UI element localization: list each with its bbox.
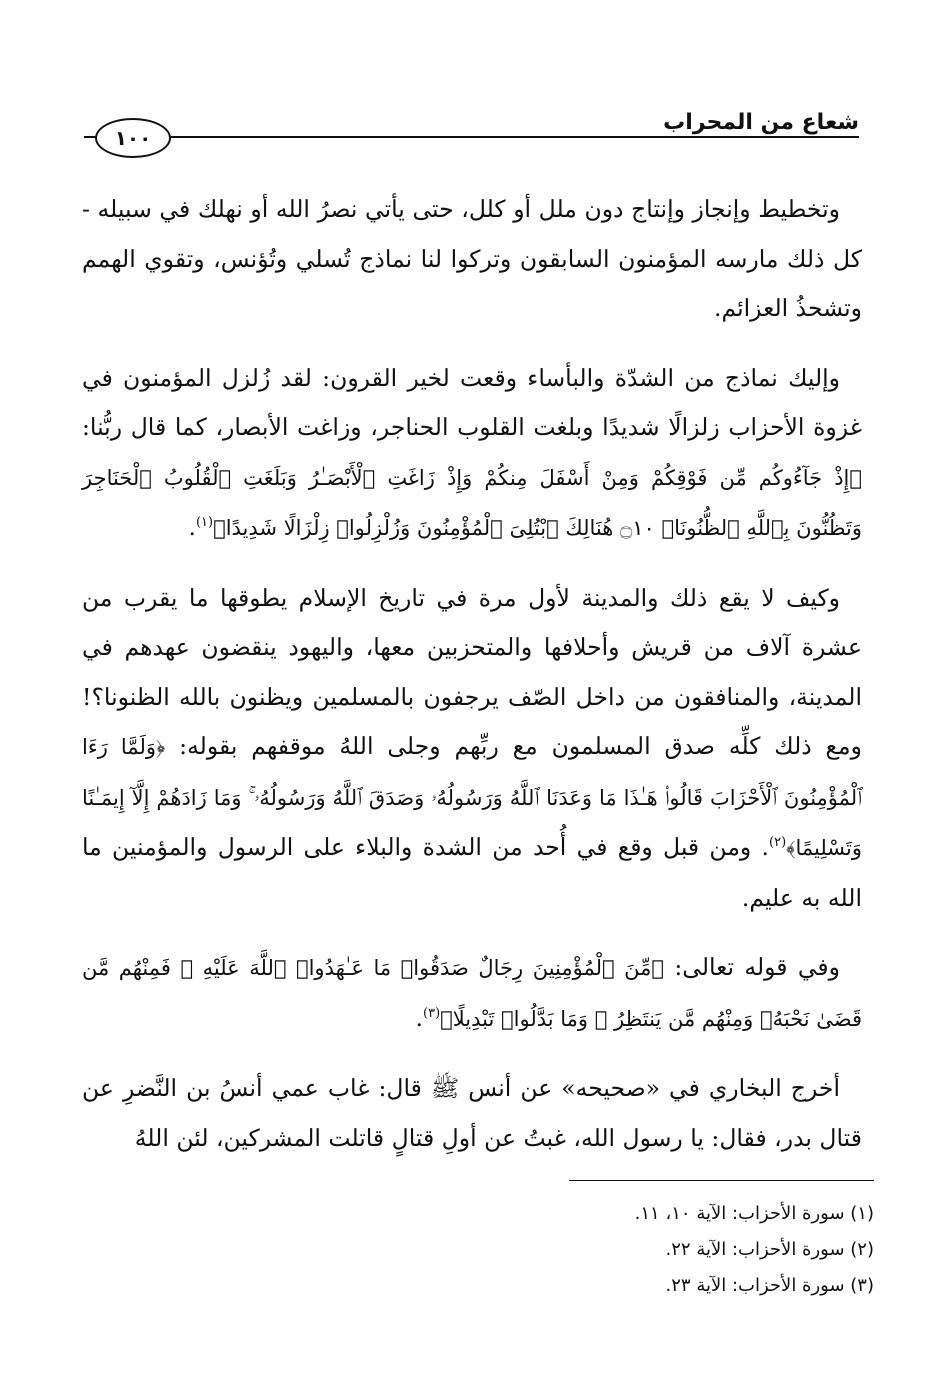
paragraph-text: وتخطيط وإنجاز وإنتاج دون ملل أو كلل، حتى يأتي نصرُ الله أو نهلك في سبيله - كل ذلك مارسه المؤمنون السابقون وتركوا لنا نماذج تُسلي وتُؤنس، وتقوي الهمم وتشحذُ العزائم. — [82, 195, 862, 322]
quran-verse: ﴿وَلَمَّا رَءَا ٱلْمُؤْمِنُونَ ٱلْأَحْزَابَ قَالُوا۟ هَـٰذَا مَا وَعَدَنَا ٱللَّهُ وَرَسُولُهُۥ وَصَدَقَ ٱللَّهُ وَرَسُولُهُۥ ۚ وَمَا زَادَهُمْ إِلَّآ إِيمَـٰنًا وَتَسْلِيمًا﴾ — [82, 735, 862, 860]
paragraph-text: . — [415, 1003, 424, 1032]
paragraph — [82, 185, 862, 334]
paragraph-text: . — [188, 513, 196, 541]
paragraph — [82, 943, 862, 1044]
paragraph — [82, 1064, 862, 1163]
paragraph — [82, 354, 862, 554]
quran-verse: ﴿إِذْ جَآءُوكُم مِّن فَوْقِكُمْ وَمِنْ أَسْفَلَ مِنكُمْ وَإِذْ زَاغَتِ ٱلْأَبْصَـٰرُ وَبَلَغَتِ ٱلْقُلُوبُ ٱلْحَنَاجِرَ وَتَظُنُّونَ بِٱللَّهِ ٱلظُّنُونَا۠ ۝١٠ هُنَالِكَ ٱبْتُلِىَ ٱلْمُؤْمِنُونَ وَزُلْزِلُوا۟ زِلْزَالًا شَدِيدًا﴾ — [82, 465, 862, 540]
footnote-1: (١) سورة الأحزاب: الآية ١٠، ١١. — [634, 1203, 874, 1224]
paragraph-text: وإليك نماذج من الشدّة والبأساء وقعت لخير القرون: لقد زُلزل المؤمنون في غزوة الأحزاب زلزالًا شديدًا وبلغت القلوب الحناجر، وزاغت الأبصار، كما قال ربُّنا: — [82, 363, 862, 441]
quran-verse: ﴿مِّنَ ٱلْمُؤْمِنِينَ رِجَالٌ صَدَقُوا۟ مَا عَـٰهَدُوا۟ ٱللَّهَ عَلَيْهِ ۖ فَمِنْهُم مَّن قَضَىٰ نَحْبَهُۥ وَمِنْهُم مَّن يَنتَظِرُ ۖ وَمَا بَدَّلُوا۟ تَبْدِيلًا﴾ — [82, 956, 862, 1031]
page-number: ١٠٠ — [95, 118, 171, 158]
paragraph-text: . ومن قبل وقع في أُحد من الشدة والبلاء على الرسول والمؤمنين ما الله به عليم. — [82, 833, 862, 912]
running-title: شعاع من المحراب — [663, 110, 859, 135]
footnote-2: (٢) سورة الأحزاب: الآية ٢٢. — [665, 1239, 874, 1260]
footnotes — [274, 1196, 874, 1304]
header-rule — [84, 136, 859, 138]
footnote-separator — [569, 1180, 874, 1181]
footnote-marker: (١) — [195, 515, 214, 531]
footnote-3: (٣) سورة الأحزاب: الآية ٢٣. — [665, 1275, 874, 1296]
paragraph-text: وفي قوله تعالى: — [663, 953, 840, 981]
paragraph-text: وكيف لا يقع ذلك والمدينة لأول مرة في تاريخ الإسلام يطوقها ما يقرب من عشرة آلاف من قريش وأحلافها والمتحزبين معها، واليهود ينقضون عهدهم في المدينة، والمنافقون من داخل الصّف يرجفون بالمسلمين ويظنون بالله الظنونا؟! ومع ذلك كلِّه صدق المسلمون مع ربِّهم وجلى اللهُ موقفهم بقوله: — [82, 583, 862, 760]
footnote-marker: (٢) — [769, 835, 787, 851]
body-text — [82, 185, 862, 1183]
paragraph — [82, 574, 862, 924]
paragraph-text: أخرج البخاري في «صحيحه» عن أنس ﷺ قال: غاب عمي أنسُ بن النَّضرِ عن قتال بدر، فقال: يا رسول الله، غبتُ عن أولِ قتالٍ قاتلت المشركين، لئن اللهُ — [82, 1074, 862, 1152]
footnote-marker: (٣) — [423, 1005, 441, 1021]
